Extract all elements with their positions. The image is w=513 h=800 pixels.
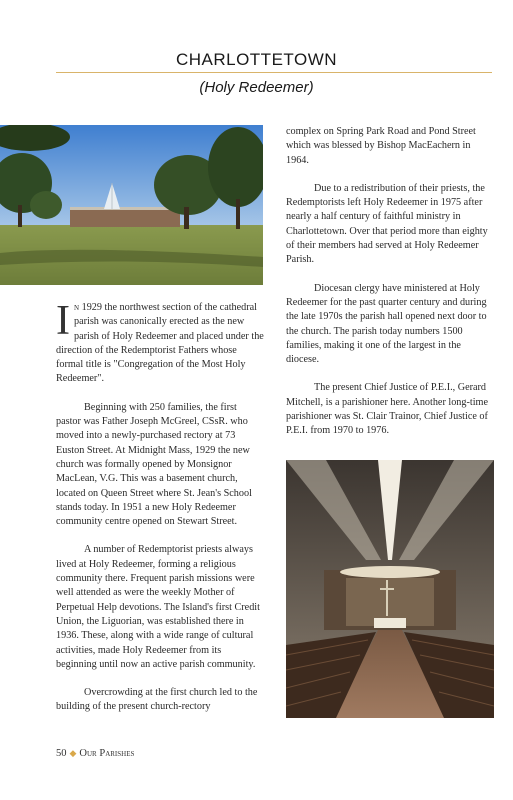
- page-footer: [56, 748, 134, 759]
- paragraph: Diocesan clergy have ministered at Holy Redeemer for the past quarter century and during the late 1970s the parish hall opened next door to the church. The parish today numbers 1500 families, making it one of the largest in the diocese.: [286, 282, 487, 366]
- diamond-icon: ◆: [69, 748, 77, 758]
- page-number: 50: [56, 748, 67, 759]
- paragraph-text: 1929 the northwest section of the cathedral parish was canonically erected as the new parish of Holy Redeemer and placed under the direction of the Redemptorist Fathers whose formal title is "Congregation of the Most Holy Redeemer".: [56, 302, 264, 385]
- section-name: Our Parishes: [79, 748, 135, 759]
- right-column: [286, 125, 494, 453]
- paragraph: [56, 298, 264, 387]
- title-rule: [56, 72, 492, 73]
- page-title: CHARLOTTETOWN: [175, 50, 338, 69]
- paragraph: Due to a redistribution of their priests, the Redemptorists left Holy Redeemer in 1975 after nearly a half century of faithful ministry in Charlottetown. Over that period more than eighty of their members had served at Holy Redeemer Parish.: [286, 182, 488, 266]
- paragraph: A number of Redemptorist priests always lived at Holy Redeemer, forming a religious community there. Frequent parish missions were well attended as were the weekly Mother of Perpetual Help devotions. The Island's first Credit Union, the Liguorian, was established there in 1936. These, along with a wide range of cultural activities, made Holy Redeemer from its beginning until now an active parish community.: [56, 544, 260, 670]
- paragraph: Beginning with 250 families, the first pastor was Father Joseph McGreel, CSsR. who moved into a newly-purchased rectory at 73 Euston Street. At Midnight Mass, 1929 the new church was formally opened by Monsignor MacLean, V.G. This was a basement church, located on Queen Street where St. Jean's School stands today. In 1951 a new Holy Redeemer community centre opened on Stewart Street.: [56, 401, 252, 528]
- paragraph: Overcrowding at the first church led to the building of the present church-rectory: [56, 687, 258, 713]
- paragraph: complex on Spring Park Road and Pond Street which was blessed by Bishop MacEachern in 1964.: [286, 126, 476, 166]
- small-cap-text: n: [74, 302, 80, 313]
- left-column: [56, 298, 264, 729]
- page-subtitle: (Holy Redeemer): [199, 79, 314, 96]
- paragraph: The present Chief Justice of P.E.I., Gerard Mitchell, is a parishioner here. Another long-time parishioner was St. Clair Trainor, Chief Justice of P.E.I. from 1970 to 1976.: [286, 382, 488, 437]
- church-exterior-photo: [0, 125, 263, 285]
- drop-cap: I: [56, 298, 70, 344]
- church-interior-photo: [286, 460, 494, 718]
